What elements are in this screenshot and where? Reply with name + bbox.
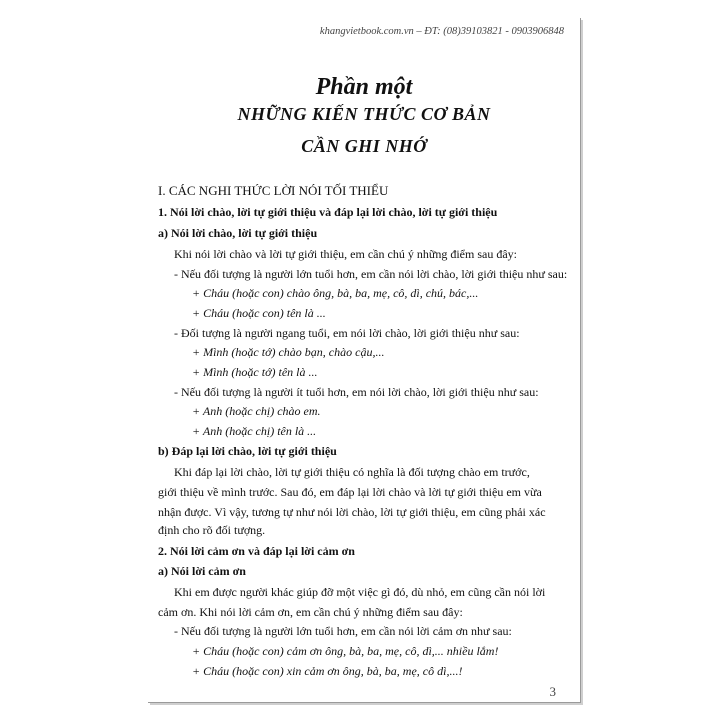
- sub1-a-heading: a) Nói lời chào, lời tự giới thiệu: [158, 226, 318, 240]
- sub2-heading: 2. Nói lời cảm ơn và đáp lại lời cảm ơn: [158, 544, 355, 558]
- sub1-b-paragraph-line2: giới thiệu về mình trước. Sau đó, em đáp lại lời chào và lời tự giới thiệu em vừa: [158, 485, 542, 499]
- sub1-b-paragraph-line4: định cho rõ đối tượng.: [158, 523, 266, 537]
- sub1-bullet-2: - Đối tượng là người ngang tuổi, em nói lời chào, lời giới thiệu như sau:: [174, 326, 520, 340]
- sub1-b-paragraph-line3: nhận được. Vì vậy, tương tự như nói lời chào, lời tự giới thiệu, em cũng phải xác: [158, 505, 546, 519]
- sub2-a-heading: a) Nói lời cảm ơn: [158, 564, 246, 578]
- sub2-bullet-1-example-2: + Cháu (hoặc con) xin cảm ơn ông, bà, ba, mẹ, cô dì,...!: [192, 664, 463, 678]
- sub2-bullet-1-example-1: + Cháu (hoặc con) cảm ơn ông, bà, ba, mẹ, cô, dì,... nhiều lắm!: [192, 644, 499, 658]
- page-number: 3: [549, 684, 556, 699]
- sub1-b-heading: b) Đáp lại lời chào, lời tự giới thiệu: [158, 444, 337, 458]
- sub1-bullet-2-example-2: + Mình (hoặc tớ) tên là ...: [192, 365, 318, 379]
- sub1-heading: 1. Nói lời chào, lời tự giới thiệu và đáp lại lời chào, lời tự giới thiệu: [158, 205, 498, 219]
- main-title-line2: CẦN GHI NHỚ: [301, 136, 427, 156]
- sub2-paragraph-line2: cảm ơn. Khi nói lời cảm ơn, em cần chú ý những điểm sau đây:: [158, 605, 463, 619]
- sub1-bullet-3-example-1: + Anh (hoặc chị) chào em.: [192, 404, 321, 418]
- sub1-bullet-2-example-1: + Mình (hoặc tớ) chào bạn, chào cậu,...: [192, 345, 385, 359]
- sub1-bullet-3-example-2: + Anh (hoặc chị) tên là ...: [192, 424, 317, 438]
- section-title: I. CÁC NGHI THỨC LỜI NÓI TỐI THIỂU: [158, 183, 389, 198]
- part-title: Phần một: [315, 74, 413, 100]
- main-title-line1: NHỮNG KIẾN THỨC CƠ BẢN: [237, 104, 491, 124]
- sub2-bullet-1: - Nếu đối tượng là người lớn tuổi hơn, em cần nói lời cảm ơn như sau:: [174, 624, 512, 638]
- sub1-bullet-3: - Nếu đối tượng là người ít tuổi hơn, em nói lời chào, lời giới thiệu như sau:: [174, 385, 539, 399]
- sub2-paragraph-line1: Khi em được người khác giúp đỡ một việc gì đó, dù nhỏ, em cũng cần nói lời: [174, 585, 546, 599]
- sub1-bullet-1-example-1: + Cháu (hoặc con) chào ông, bà, ba, mẹ, cô, dì, chú, bác,...: [192, 286, 479, 300]
- sub1-a-intro: Khi nói lời chào và lời tự giới thiệu, em cần chú ý những điểm sau đây:: [174, 247, 517, 261]
- sub1-b-paragraph-line1: Khi đáp lại lời chào, lời tự giới thiệu có nghĩa là đối tượng chào em trước,: [174, 465, 530, 479]
- sub1-bullet-1: - Nếu đối tượng là người lớn tuổi hơn, em cần nói lời chào, lời giới thiệu như sau:: [174, 267, 568, 281]
- sub1-bullet-1-example-2: + Cháu (hoặc con) tên là ...: [192, 306, 326, 320]
- page-header: khangvietbook.com.vn – ĐT: (08)39103821 - 0903906848: [319, 26, 564, 37]
- book-page: [148, 18, 581, 703]
